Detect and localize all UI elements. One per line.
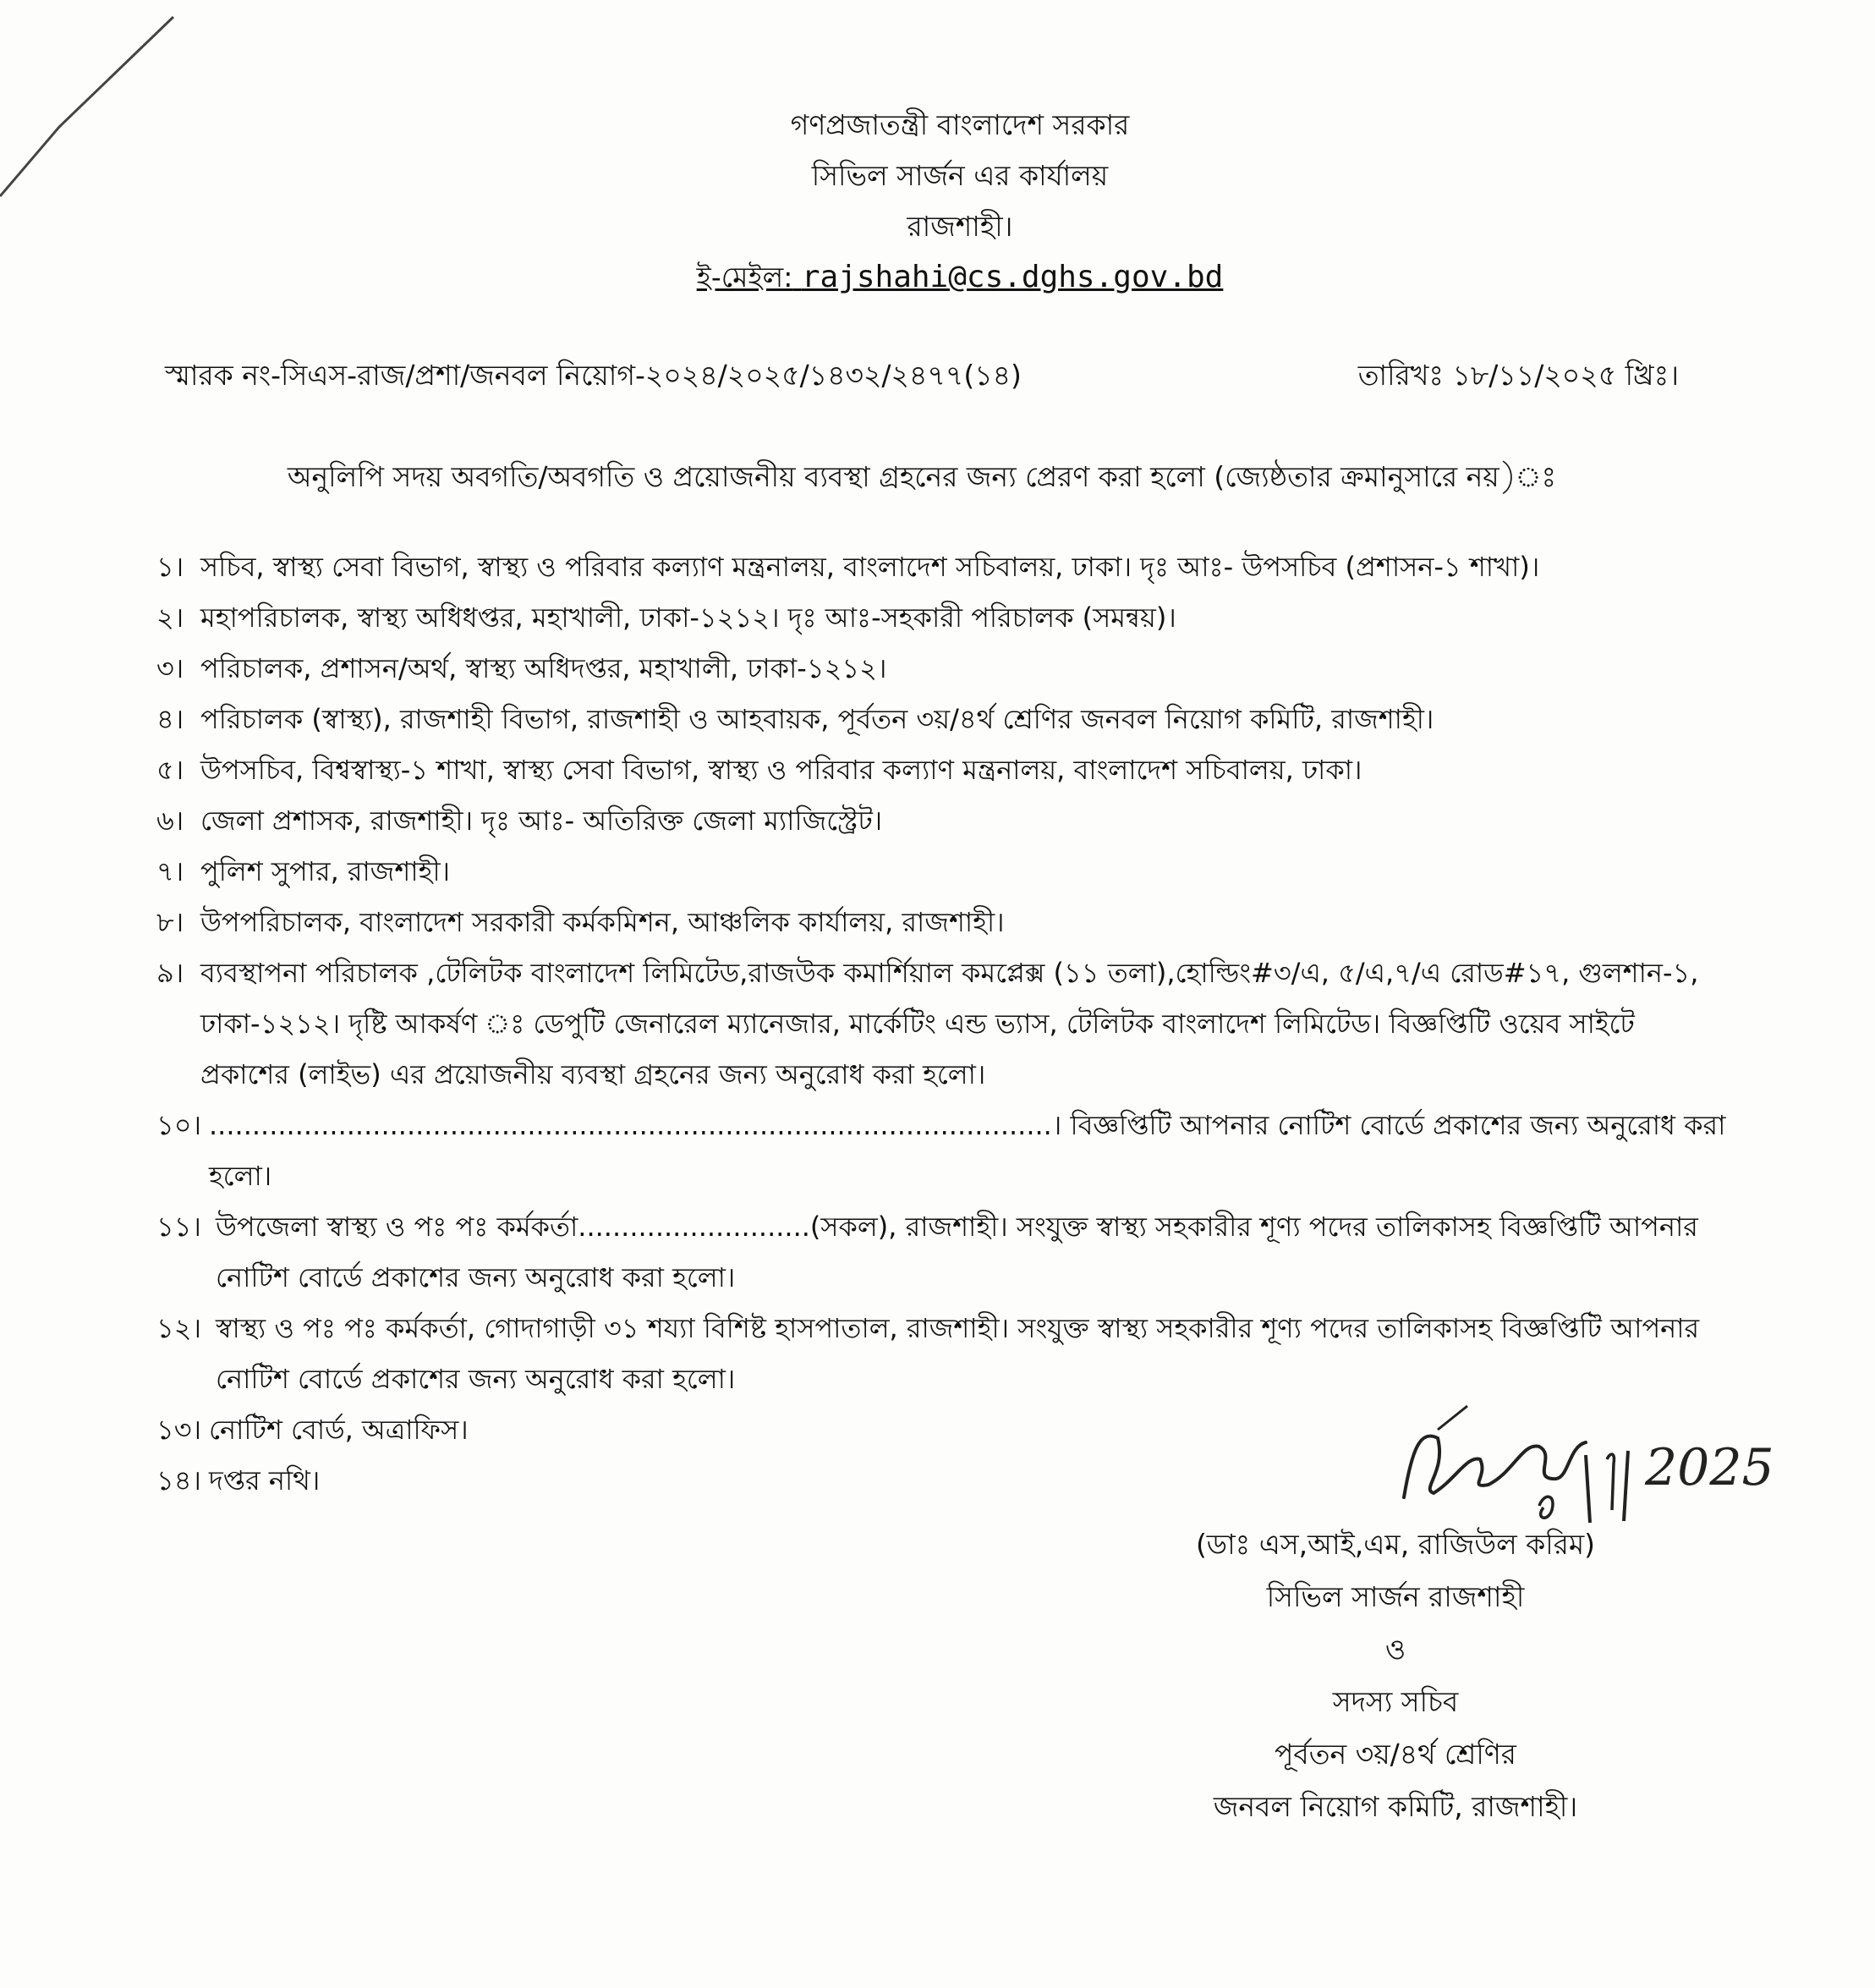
recipient-list bbox=[156, 541, 1730, 1506]
item-text: পরিচালক (স্বাস্থ্য), রাজশাহী বিভাগ, রাজশাহী ও আহবায়ক, পূর্বতন ৩য়/৪র্থ শ্রেণির জনবল নিয়োগ কমিটি, রাজশাহী। bbox=[200, 703, 1434, 735]
item-number: ১০। bbox=[156, 1109, 202, 1141]
item-text: মহাপরিচালক, স্বাস্থ্য অধিধপ্তর, মহাখালী, ঢাকা-১২১২। দৃঃ আঃ-সহকারী পরিচালক (সমন্বয়)। bbox=[200, 601, 1176, 634]
item-number: ১। bbox=[156, 551, 184, 583]
item-number: ৫। bbox=[156, 754, 184, 786]
item-text: ব্যবস্থাপনা পরিচালক ,টেলিটক বাংলাদেশ লিমিটেড,রাজউক কমার্শিয়াল কমপ্লেক্স (১১ তলা),হোল্ডিং#৩/এ, ৫/এ,৭/এ রোড#১৭, গুলশান-১, ঢাকা-১২১২। দৃষ্টি আকর্ষণ ঃ ডেপুটি জেনারেল ম্যানেজার, মার্কেটিং এন্ড ভ্যাস, টেলিটক বাংলাদেশ লিমিটেড। বিজ্ঞপ্তিটি ওয়েব সাইটে প্রকাশের (লাইভ) এর প্রয়োজনীয় ব্যবস্থা গ্রহনের জন্য অনুরোধ করা হলো। bbox=[200, 957, 1699, 1090]
item-number: ৭। bbox=[156, 855, 184, 887]
email-address: rajshahi@cs.dghs.gov.bd bbox=[801, 260, 1224, 294]
list-item bbox=[156, 1100, 1730, 1201]
list-item bbox=[156, 947, 1730, 1100]
item-text: সচিব, স্বাস্থ্য সেবা বিভাগ, স্বাস্থ্য ও পরিবার কল্যাণ মন্ত্রনালয়, বাংলাদেশ সচিবালয়, ঢাকা। দৃঃ আঃ- উপসচিব (প্রশাসন-১ শাখা)। bbox=[200, 551, 1540, 583]
item-text: উপপরিচালক, বাংলাদেশ সরকারী কর্মকমিশন, আঞ্চলিক কার্যালয়, রাজশাহী। bbox=[200, 906, 1005, 938]
email-label: ই-মেইল: bbox=[696, 261, 793, 294]
list-item bbox=[156, 1201, 1730, 1303]
list-item bbox=[156, 541, 1730, 592]
committee-name-line2: জনবল নিয়োগ কমিটি, রাজশাহী। bbox=[1213, 1790, 1578, 1823]
office-location: রাজশাহী। bbox=[907, 210, 1013, 243]
item-text: দপ্তর নথি। bbox=[209, 1464, 321, 1496]
committee-name-line1: পূর্বতন ৩য়/৪র্থ শ্রেণির bbox=[1275, 1738, 1516, 1771]
signatory-name: (ডাঃ এস,আই,এম, রাজিউল করিম) bbox=[1195, 1528, 1596, 1561]
item-text: উপজেলা স্বাস্থ্য ও পঃ পঃ কর্মকর্তা...........................(সকল), রাজশাহী। সংযুক্ত স্বাস্থ্য সহকারীর শূণ্য পদের তালিকাসহ বিজ্ঞপ্তিটি আপনার নোটিশ বোর্ডে প্রকাশের জন্য অনুরোধ করা হলো। bbox=[216, 1211, 1698, 1293]
list-item bbox=[156, 643, 1730, 694]
list-item bbox=[156, 744, 1730, 795]
email-line bbox=[474, 252, 1446, 303]
item-text: জেলা প্রশাসক, রাজশাহী। দৃঃ আঃ- অতিরিক্ত জেলা ম্যাজিস্ট্রেট। bbox=[200, 805, 883, 837]
list-item bbox=[156, 694, 1730, 744]
item-text: উপসচিব, বিশ্বস্বাস্থ্য-১ শাখা, স্বাস্থ্য সেবা বিভাগ, স্বাস্থ্য ও পরিবার কল্যাণ মন্ত্রনালয়, বাংলাদেশ সচিবালয়, ঢাকা। bbox=[200, 754, 1362, 786]
signatory-designation: সিভিল সার্জন রাজশাহী bbox=[1266, 1580, 1525, 1613]
item-number: ৪। bbox=[156, 703, 184, 735]
committee-role: সদস্য সচিব bbox=[1332, 1685, 1459, 1718]
item-number: ৮। bbox=[156, 906, 184, 938]
item-text: নোটিশ বোর্ড, অত্রাফিস। bbox=[209, 1414, 469, 1446]
item-text: পরিচালক, প্রশাসন/অর্থ, স্বাস্থ্য অধিদপ্তর, মহাখালী, ঢাকা-১২১২। bbox=[200, 652, 887, 684]
item-number: ২। bbox=[156, 601, 184, 634]
item-number: ৬। bbox=[156, 805, 184, 837]
list-item bbox=[156, 897, 1730, 947]
item-text: ..................................................................................................। বিজ্ঞপ্তিটি আপনার নোটিশ বোর্ডে প্রকাশের জন্য অনুরোধ করা হলো। bbox=[209, 1109, 1726, 1192]
item-number: ১৪। bbox=[156, 1464, 201, 1496]
office-title: সিভিল সার্জন এর কার্যালয় bbox=[811, 159, 1109, 192]
signatory-conjunction: ও bbox=[1384, 1633, 1406, 1666]
item-number: ৯। bbox=[156, 957, 184, 989]
item-text: পুলিশ সুপার, রাজশাহী। bbox=[200, 855, 451, 887]
item-number: ১২। bbox=[156, 1312, 202, 1344]
memo-date: তারিখঃ ১৮/১১/২০২৫ খ্রিঃ। bbox=[1357, 359, 1679, 392]
fold-mark bbox=[0, 0, 220, 220]
copy-intro: অনুলিপি সদয় অবগতি/অবগতি ও প্রয়োজনীয় ব্যবস্থা গ্রহনের জন্য প্রেরণ করা হলো (জ্যেষ্ঠতার ক্রমানুসারে নয়)ঃ bbox=[287, 460, 1557, 493]
item-text: স্বাস্থ্য ও পঃ পঃ কর্মকর্তা, গোদাগাড়ী ৩১ শয্যা বিশিষ্ট হাসপাতাল, রাজশাহী। সংযুক্ত স্বাস্থ্য সহকারীর শূণ্য পদের তালিকাসহ বিজ্ঞপ্তিটি আপনার নোটিশ বোর্ডে প্রকাশের জন্য অনুরোধ করা হলো। bbox=[216, 1312, 1700, 1395]
memo-reference-line bbox=[165, 354, 1679, 396]
item-number: ৩। bbox=[156, 652, 184, 684]
list-item bbox=[156, 1303, 1730, 1404]
letterhead bbox=[474, 100, 1446, 303]
government-title: গণপ্রজাতন্ত্রী বাংলাদেশ সরকার bbox=[790, 108, 1130, 141]
item-number: ১৩। bbox=[156, 1414, 202, 1446]
list-item bbox=[156, 592, 1730, 643]
item-number: ১১। bbox=[156, 1211, 201, 1243]
memo-number: স্মারক নং-সিএস-রাজ/প্রশা/জনবল নিয়োগ-২০২৪/২০২৫/১৪৩২/২৪৭৭(১৪) bbox=[165, 359, 1022, 392]
list-item bbox=[156, 795, 1730, 846]
signatory-block bbox=[1125, 1518, 1666, 1833]
list-item bbox=[156, 846, 1730, 897]
svg-text:2025: 2025 bbox=[1645, 1438, 1774, 1497]
